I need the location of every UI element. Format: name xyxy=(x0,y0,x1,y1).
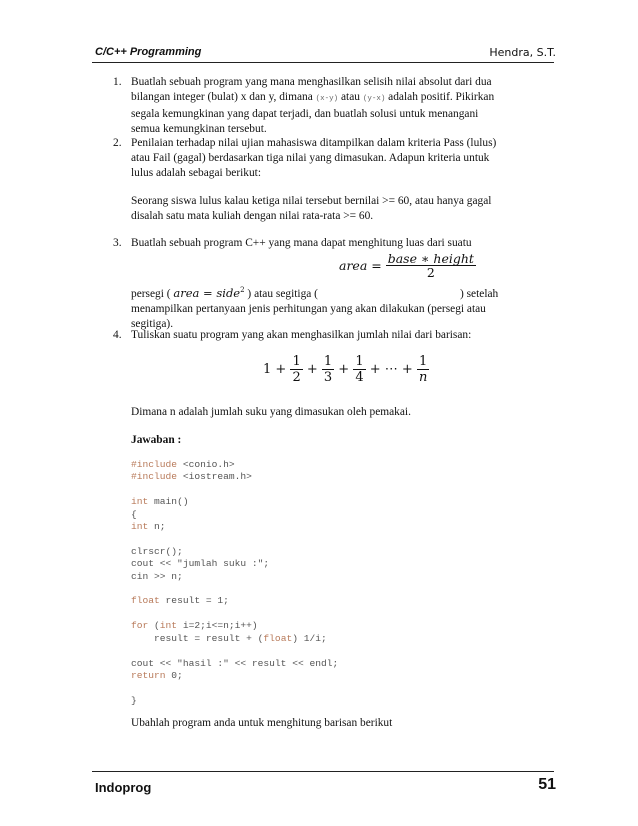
q2-line: Seorang siswa lulus kalau ketiga nilai tersebut bernilai >= 60, atau hanya gagal xyxy=(131,195,492,207)
q4-line: Tuliskan suatu program yang akan menghasilkan jumlah nilai dari barisan: xyxy=(131,329,472,341)
q2-line: disalah satu mata kuliah dengan nilai rata-rata >= 60. xyxy=(131,210,374,222)
q3-number: 3. xyxy=(113,237,122,249)
header-title: C/C++ Programming xyxy=(95,46,202,58)
q3-line: segitiga). xyxy=(131,317,174,330)
footer-brand: Indoprog xyxy=(95,780,152,795)
square-area-formula: area = side$^2$ xyxy=(173,285,245,300)
q3-text xyxy=(131,283,563,332)
q1-line: bilangan integer (bulat) x dan y, dimana (x-y) atau (y-x) adalah positif. Pikirkan xyxy=(131,91,495,103)
q1-line: Buatlah sebuah program yang mana menghasilkan selisih nilai absolut dari dua xyxy=(131,76,492,88)
q4-description: Dimana n adalah jumlah suku yang dimasukan oleh pemakai. xyxy=(131,406,411,418)
answer-label: Jawaban : xyxy=(131,434,182,446)
q2-text xyxy=(131,136,563,181)
page-number: 51 xyxy=(538,776,556,793)
triangle-area-formula: area = $\frac{\text{base ∗ height}}{2}$ xyxy=(339,251,474,280)
code-listing: #include <conio.h> #include <iostream.h> int main() { int n; clrscr(); cout << "jumlah suku :"; cin >> n; float result = 1; for (int i=2;i<=n;i++) result = result + (float) 1/i; cout << "hasil :" << result << endl; return 0; } xyxy=(131,459,339,706)
q1-text xyxy=(131,75,563,137)
header-rule xyxy=(92,62,554,63)
inline-code: (y-x) xyxy=(362,95,386,103)
q4-number: 4. xyxy=(113,329,122,341)
header-author: Hendra, S.T. xyxy=(489,46,556,59)
q1-line: segala kemungkinan yang dapat terjadi, dan buatlah solusi untuk menangani xyxy=(131,108,479,120)
q3-line: menampilkan pertanyaan jenis perhitungan yang akan dilakukan (persegi atau xyxy=(131,302,486,315)
footer-rule xyxy=(92,771,554,772)
q1-line: semua kemungkinan tersebut. xyxy=(131,123,267,135)
q2-line: Penilaian terhadap nilai ujian mahasiswa ditampilkan dalam kriteria Pass (lulus) xyxy=(131,137,497,149)
q2-line: atau Fail (gagal) berdasarkan tiga nilai yang dimasukan. Adapun kriteria untuk xyxy=(131,152,490,164)
inline-code: (x-y) xyxy=(315,95,339,103)
series-formula: 1 + $\frac{1}{2}$ + $\frac{1}{3}$ + $\frac{1}{4}$ + ⋯ + $\frac{1}{n}$ xyxy=(263,354,428,385)
closing-text: Ubahlah program anda untuk menghitung barisan berikut xyxy=(131,717,393,729)
q2-criteria xyxy=(131,194,563,224)
q3-line: persegi ( area = side$^2$ ) atau segitiga ( ) setelah xyxy=(131,285,499,300)
q3-line: Buatlah sebuah program C++ yang mana dapat menghitung luas dari suatu xyxy=(131,237,472,249)
q2-number: 2. xyxy=(113,137,122,149)
q2-line: lulus adalah sebagai berikut: xyxy=(131,167,262,179)
q1-number: 1. xyxy=(113,76,122,88)
